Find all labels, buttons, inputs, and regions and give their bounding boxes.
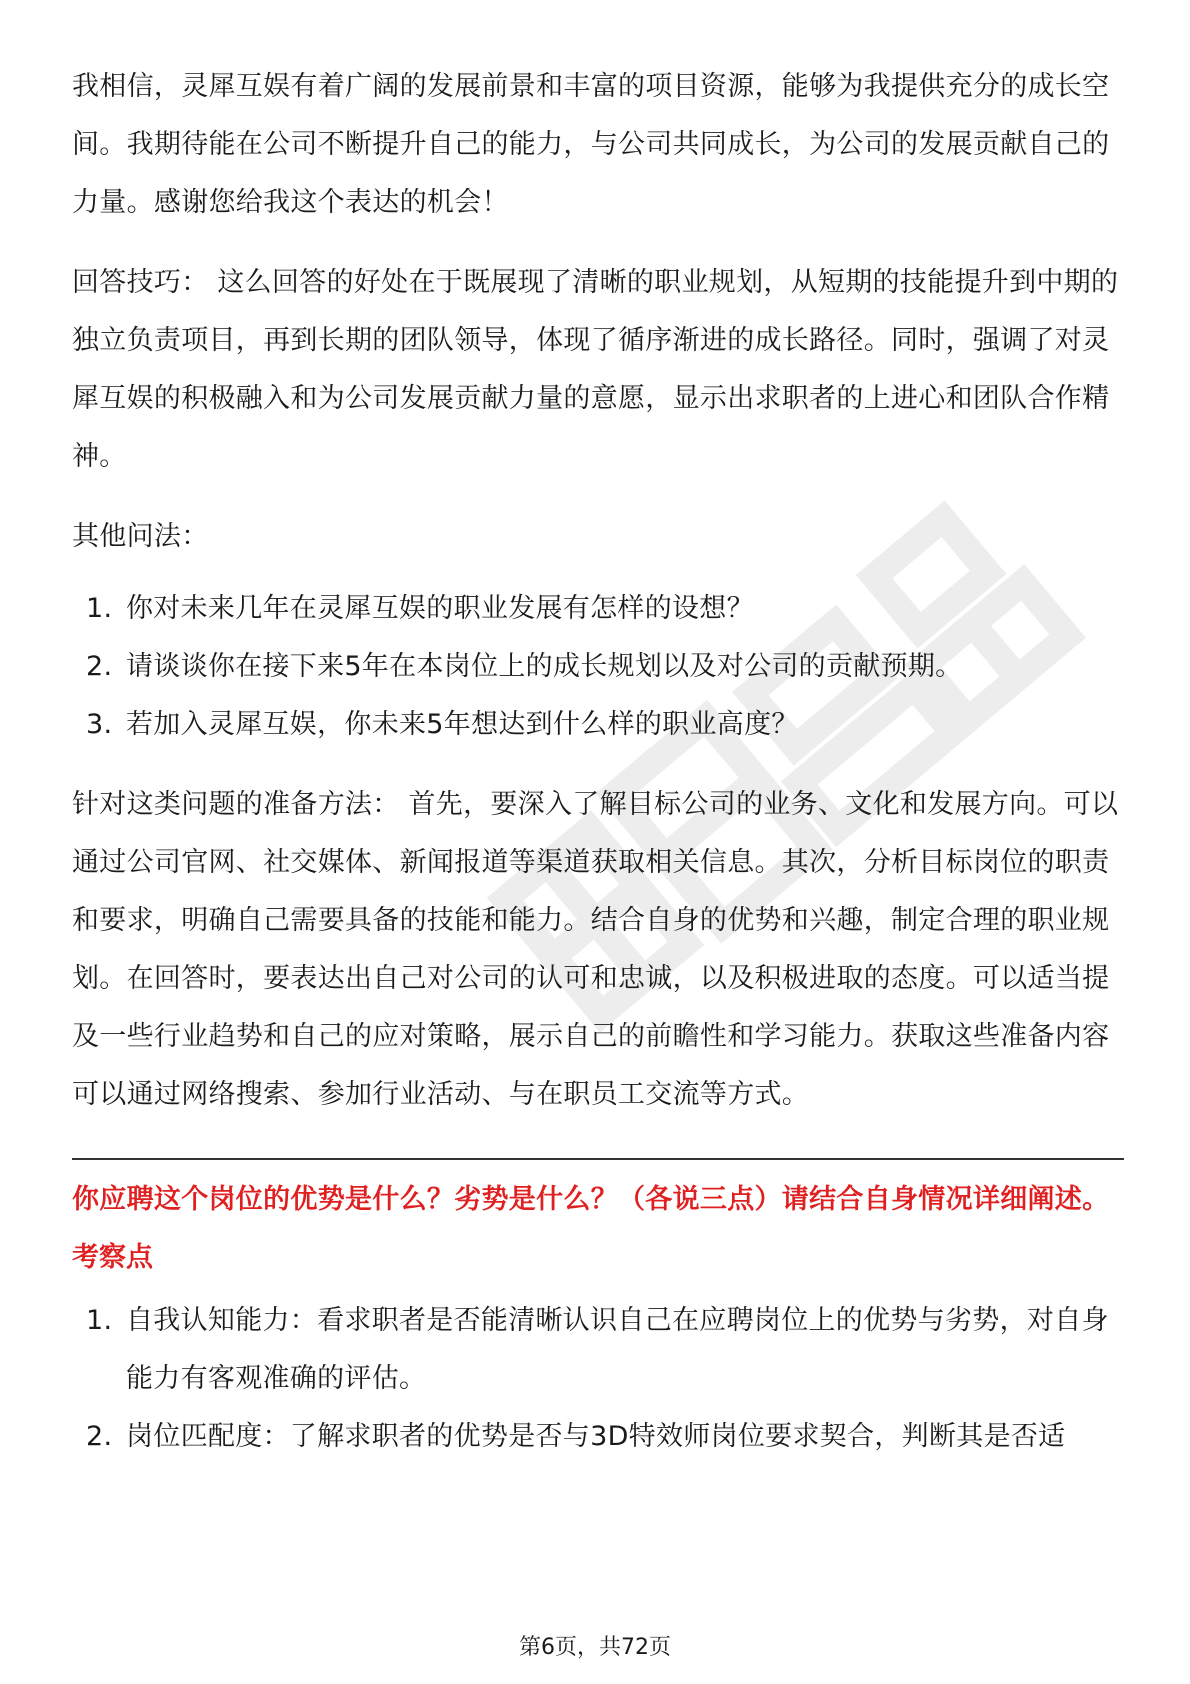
list-text: 你对未来几年在灵犀互娱的职业发展有怎样的设想？ [126,593,754,624]
question-title: 你应聘这个岗位的优势是什么？劣势是什么？（各说三点）请结合自身情况详细阐述。 [72,1184,1110,1215]
list-item [72,1292,1124,1408]
list-item [72,1408,1124,1466]
list-item [72,580,1124,638]
list-text: 自我认知能力：看求职者是否能清晰认识自己在应聘岗位上的优势与劣势，对自身能力有客观准确的评估。 [126,1305,1109,1394]
preparation-paragraph: 针对这类问题的准备方法： 首先，要深入了解目标公司的业务、文化和发展方向。可以通过公司官网、社交媒体、新闻报道等渠道获取相关信息。其次，分析目标岗位的职责和要求，明确自己需要具备的技能和能力。结合自身的优势和兴趣，制定合理的职业规划。在回答时，要表达出自己对公司的认可和忠诚，以及积极进取的态度。可以适当提及一些行业趋势和自己的应对策略，展示自己的前瞻性和学习能力。获取这些准备内容可以通过网络搜索、参加行业活动、与在职员工交流等方式。 [72,789,1119,1110]
list-item [72,696,1124,754]
document-body [72,58,1124,1466]
section-divider [72,1158,1124,1160]
answer-tips-paragraph: 回答技巧： 这么回答的好处在于既展现了清晰的职业规划，从短期的技能提升到中期的独立负责项目，再到长期的团队领导，体现了循序渐进的成长路径。同时，强调了对灵犀互娱的积极融入和为公司发展贡献力量的意愿，显示出求职者的上进心和团队合作精神。 [72,267,1119,472]
list-number: 1. [86,1305,113,1336]
assessment-points-list [72,1292,1124,1466]
list-item [72,638,1124,696]
other-questions-heading: 其他问法： [72,521,209,552]
list-number: 3. [86,709,113,740]
intro-paragraph: 我相信，灵犀互娱有着广阔的发展前景和丰富的项目资源，能够为我提供充分的成长空间。我期待能在公司不断提升自己的能力，与公司共同成长，为公司的发展贡献自己的力量。感谢您给我这个表达的机会！ [72,71,1110,218]
assessment-points-heading: 考察点 [72,1242,153,1273]
list-text: 请谈谈你在接下来5年在本岗位上的成长规划以及对公司的贡献预期。 [126,651,963,682]
list-number: 2. [86,1421,113,1452]
page-footer: 第6页，共72页 [519,1635,671,1660]
list-number: 1. [86,593,113,624]
other-questions-list [72,580,1124,754]
list-text: 岗位匹配度：了解求职者的优势是否与3D特效师岗位要求契合，判断其是否适 [126,1421,1066,1452]
list-number: 2. [86,651,113,682]
list-text: 若加入灵犀互娱，你未来5年想达到什么样的职业高度？ [126,709,799,740]
